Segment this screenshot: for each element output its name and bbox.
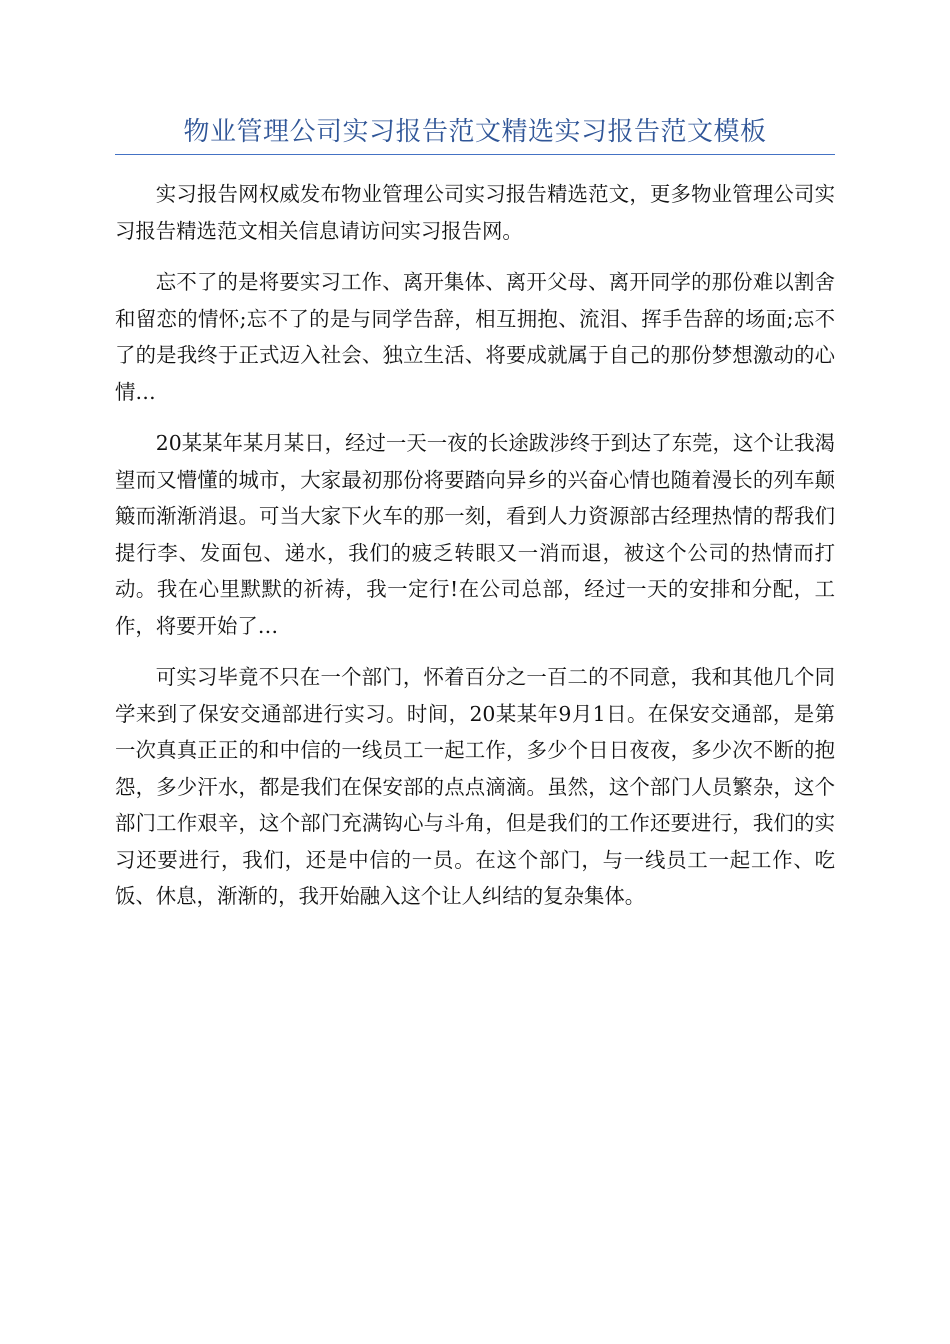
title-underline	[115, 154, 835, 155]
document-body	[115, 176, 835, 930]
paragraph-farewell: 忘不了的是将要实习工作、离开集体、离开父母、离开同学的那份难以割舍和留恋的情怀;忘不了的是与同学告辞，相互拥抱、流泪、挥手告辞的场面;忘不了的是我终于正式迈入社会、独立生活、将要成就属于自己的那份梦想激动的心情…	[115, 270, 835, 404]
paragraph-intro: 实习报告网权威发布物业管理公司实习报告精选范文，更多物业管理公司实习报告精选范文相关信息请访问实习报告网。	[115, 182, 835, 243]
document-title: 物业管理公司实习报告范文精选实习报告范文模板	[183, 117, 767, 147]
paragraph-arrival: 20某某年某月某日，经过一天一夜的长途跋涉终于到达了东莞，这个让我渴望而又懵懂的城市，大家最初那份将要踏向异乡的兴奋心情也随着漫长的列车颠簸而渐渐消退。可当大家下火车的那一刻，看到人力资源部古经理热情的帮我们提行李、发面包、递水，我们的疲乏转眼又一消而退，被这个公司的热情而打动。我在心里默默的祈祷，我一定行!在公司总部，经过一天的安排和分配，工作，将要开始了…	[115, 431, 835, 638]
paragraph-security-department: 可实习毕竟不只在一个部门，怀着百分之一百二的不同意，我和其他几个同学来到了保安交通部进行实习。时间，20某某年9月1日。在保安交通部，是第一次真真正正的和中信的一线员工一起工作，多少个日日夜夜，多少次不断的抱怨，多少汗水，都是我们在保安部的点点滴滴。虽然，这个部门人员繁杂，这个部门工作艰辛，这个部门充满钩心与斗角，但是我们的工作还要进行，我们的实习还要进行，我们，还是中信的一员。在这个部门，与一线员工一起工作、吃饭、休息，渐渐的，我开始融入这个让人纠结的复杂集体。	[115, 665, 835, 908]
